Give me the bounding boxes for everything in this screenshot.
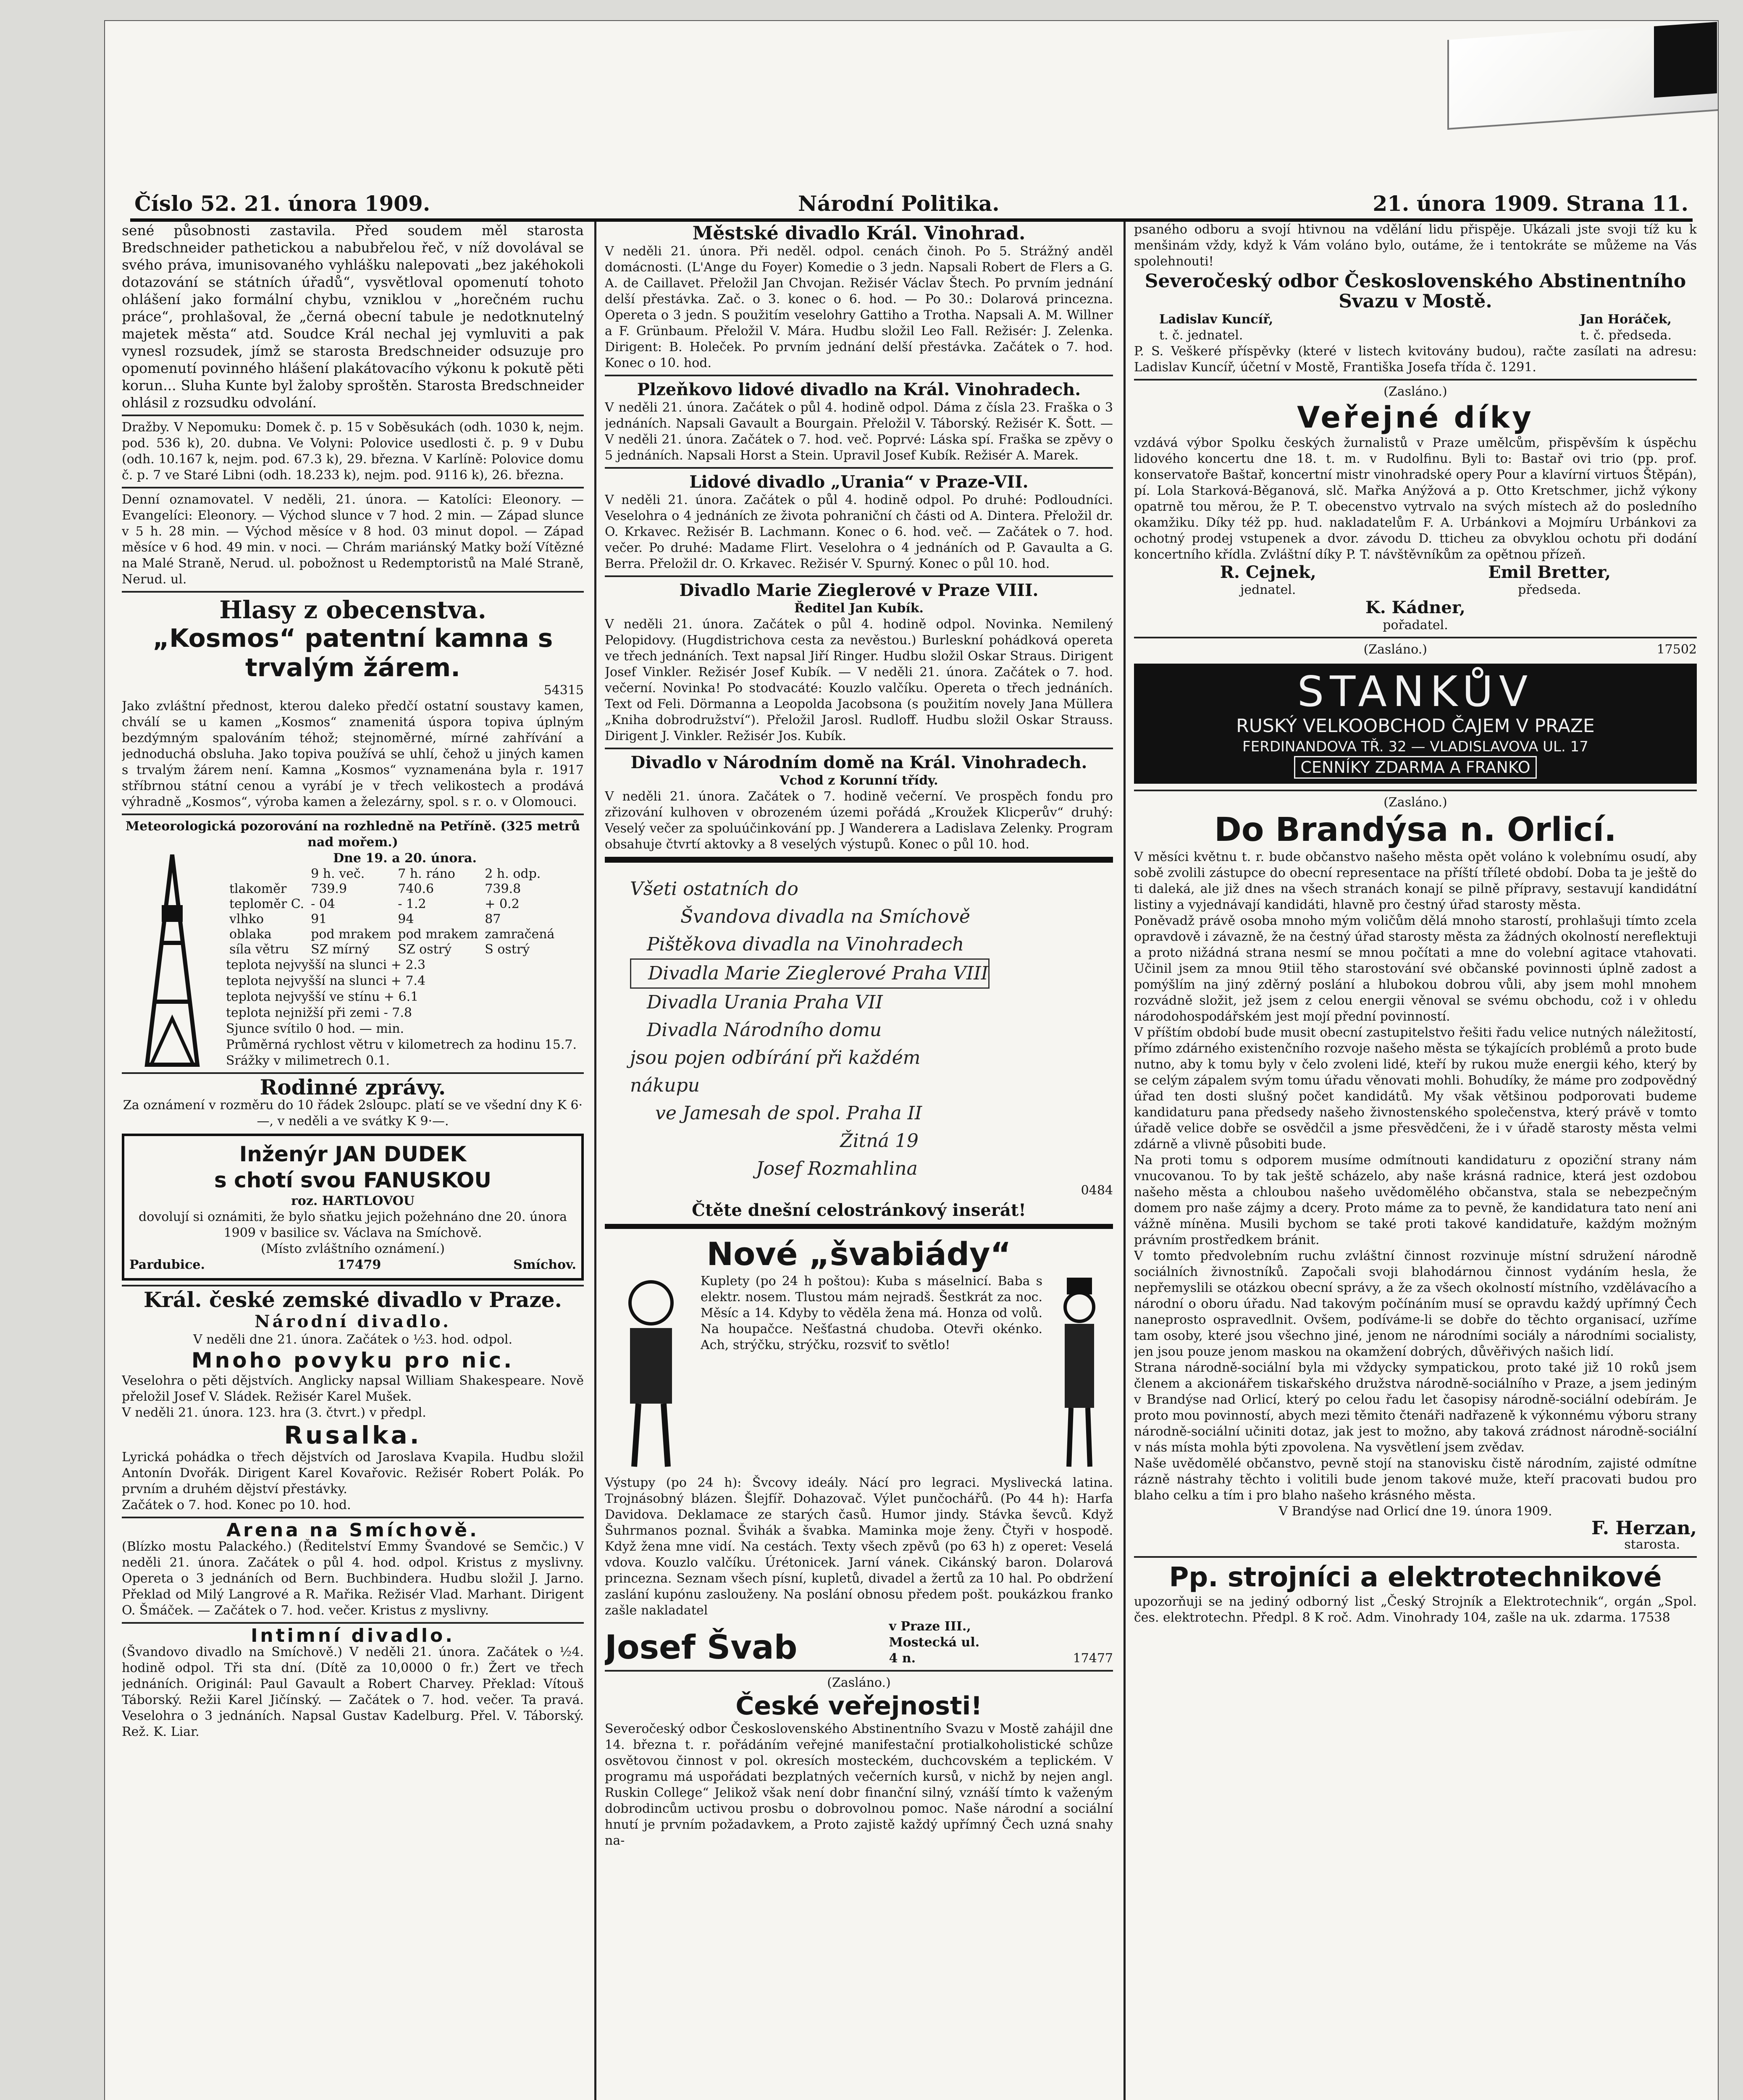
brandys-text: Strana národně-sociální byla mi vždycky sympatickou, proto také již 10 roků jsem členem a akcionářem tiskařského družstva národně-sociálního v Praze, a jsem jediným v Brandýse nad Orlicí, který po celou řadu let časopisy národně-sociální odebírám. Je proto mou povinností, abych mezi těmito čtenáři nadřazeně k výkonnému výboru strany národně-sociální učiniti dotaz, jak jest to možno, aby taková zrádnost národně-sociální v nás místa mohla býti zpovolena. Na vysvětlení jsem zvědav.	[1134, 1360, 1697, 1455]
performance-time: V neděli dne 21. února. Začátek o ½3. hod. odpol.	[193, 1332, 513, 1347]
signatory-title: t. č. předseda.	[1580, 328, 1672, 343]
wedding-announcement	[122, 1134, 584, 1281]
brandys-text: V měsíci květnu t. r. bude občanstvo našeho města opět voláno k volebnímu osudí, aby sobě zvolili zástupce do obecní representace na příští tříleté období. Doba ta je ještě do ti daleká, ale již dnes na všech stranách konají se pilně přípravy, sestavují kandidátní listiny a vyjednávají kandidáti, hlavně pro čestný úřad starosty města.	[1134, 850, 1697, 912]
meteo-line: Srážky v milimetrech 0.1.	[226, 1053, 390, 1068]
handwritten-line: jsou pojen odbírání při každém	[630, 1047, 921, 1068]
stankuv-ad	[1134, 664, 1697, 784]
theatre-text: V neděli 21. února. Začátek o půl 4. hodině odpol. Po druhé: Podloudníci. Veselohra o 4 jednáních ze života pohraniční ch části od A. Dintera. Přeložil dr. O. Krkavec. Režisér B. Lachmann. Konec o 6. hod. več. — Začátek o 7. hod. večer. Po druhé: Madame Flirt. Veselohra o 4 jednáních od P. Gavaulta a G. Berra. Přeložil dr. O. Krkavec. Režisér V. Spurný. Konec o půl 10. hod.	[605, 493, 1113, 571]
table-row	[226, 927, 558, 942]
brandys-text: V tomto předvolebním ruchu zvláštní činnost rozvinuje místní sdružení národně sociálních živnostníků. Započali svoji blahodárnou činnost vydáním hesla, že nepřemyslili se otázkou obecní správy, a že za všech okolností místního, vzdělávacího a národní o oboru úřadu. Nad takovým počínáním musí se opravdu každý upřímný Čech naneprosto ospravedlnit. Ovšem, podíváme-li se dobře do těchto organisací, uzříme tam osoby, které jsou všechno jiné, jenom ne národními sociály a národními socialisty, jen jsou pouze jenom maskou na okamžení dobrých, důvěřivých našich lidí.	[1134, 1249, 1697, 1359]
engineers-heading: Pp. strojníci a elektrotechnikové	[1169, 1562, 1662, 1593]
divider	[122, 1622, 584, 1624]
national-theatre: Národní divadlo.	[255, 1312, 451, 1331]
cell: pod mrakem	[311, 927, 391, 942]
entrance: Vchod z Korunní třídy.	[780, 773, 938, 788]
zaslano-label: (Zasláno.)	[1383, 384, 1447, 399]
family-heading: Rodinné zprávy.	[260, 1075, 446, 1100]
meteo-data	[223, 850, 584, 1069]
letter-signer-title: starosta.	[1624, 1537, 1680, 1552]
zaslano-row	[1134, 642, 1697, 658]
meteo-table	[226, 866, 558, 957]
meteo-line: Sjunce svítilo 0 hod. — min.	[226, 1021, 404, 1036]
meteo-date: Dne 19. a 20. února.	[333, 851, 477, 866]
stankuv-address: FERDINANDOVA TŘ. 32 — VLADISLAVOVA UL. 17	[1242, 738, 1588, 755]
auctions: Dražby. V Nepomuku: Domek č. p. 15 v Soběsukách (odh. 1030 k, nejm. pod. 536 k), 20. dubna. Ve Volyni: Polovice usedlosti č. p. 9 v Dubu (odh. 10.167 k, nejm. pod. 67.3 k), 29. března. V Karlíně: Polovice domu č. p. 7 ve Staré Libni (odh. 18.233 k), nejm. pod. 9116 k), 26. března.	[122, 420, 584, 483]
handwritten-line: ve Jamesah de spol. Praha II	[655, 1102, 922, 1124]
masthead-title: Národní Politika.	[798, 191, 1000, 216]
comic-figure-icon	[1046, 1273, 1113, 1475]
performances-list: Výstupy (po 24 h): Švcovy ideály. Nácí pro legraci. Myslivecká latina. Trojnásobný blázen. Šlejfíř. Dohazovač. Výlet punčochářů. (Po 44 h): Harfa Davidova. Deklamace ze starých časů. Humor jindy. Stávka ševců. Když Šuhrmanos poznal. Švihák a švabka. Maminka moje ženy. Čtyři v hospodě. Když žena mne vidí. Na cestách. Texty všech zpěvů (po 63 h) z operet: Veselá vdova. Kouzlo valčíku. Úrétonicek. Jarní vánek. Cikánský baron. Dolarová princezna. Seznam všech písní, kupletů, divadel a žertů za 10 hal. Po obdržení zaslání kupónu zaslouženy. Na poslání obnosu předem pošt. poukázkou franko zašle nakladatel	[605, 1475, 1113, 1618]
intimate-text: (Švandovo divadlo na Smíchově.) V neděli 21. února. Začátek o ½4. hodině odpol. Tři sta dní. (Dítě za 10,0000 0 fr.) Žert ve třech jednáních. Originál: Paul Gavault a Robert Charvey. Překlad: Vítouš Táborský. Režii Karel Jičínský. — Začátek o 7. hod. večer. Ta pravá. Veselohra o 3 jednáních. Napsal Gustav Kadelburg. Přel. V. Táborský. Rež. K. Liar.	[122, 1645, 584, 1739]
engineers-text: upozorňuji se na jediný odborný list „Český Strojník a Elektrotechnik“, orgán „Spol. čes. elektrotechn. Předpl. 8 K roč. Adm. Vinohrady 104, zašle na uk. zdarma. 17538	[1134, 1594, 1697, 1625]
cell: 87	[485, 912, 501, 927]
org-name: Severočeský odbor Československého Abstinentního Svazu v Mostě.	[1144, 270, 1686, 312]
cell: + 0.2	[485, 897, 520, 911]
publisher	[605, 1619, 1113, 1667]
table-row	[226, 882, 558, 897]
signatory	[1134, 598, 1697, 633]
header-rule	[130, 218, 1693, 222]
brandys-text: Poněvadž právě osoba mnoho mým voličům dělá mnoho starostí, prohlašuji tímto zcela opravdově i závazně, že na čestný úřad starosty města za žádných okolností nereflektuji a proto nižádná strana nesmí se mnou počítati a mne do volební agitace vtahovati. Učinil jsem za mnou 9tiil těho starostování své občanské povinnosti úplně zadost a pomýšlím na jiný zděrný poslání a hlubokou dobrou vůli, aby jsem mohl mnohem rozvádně složit, jež jsem z celou energii věnoval se svému obchodu, což i v ohledu národohospodářském jest mojí přední povinností.	[1134, 914, 1697, 1024]
cell: zamračená	[485, 927, 555, 942]
signatories	[1134, 312, 1697, 328]
theatre-heading: Městské divadlo Král. Vinohrad.	[692, 223, 1026, 244]
section-heading: Hlasy z obecenstva.	[219, 596, 486, 624]
signatory-name: K. Kádner,	[1365, 598, 1465, 617]
signatory	[1220, 563, 1316, 598]
thanks-signatures	[1134, 563, 1697, 598]
opera-credits: Lyrická pohádka o třech dějstvích od Jaroslava Kvapila. Hudbu složil Antonín Dvořák. Dirigent Karel Kovařovic. Režisér Robert Polák. Po prvním a druhém dějství přestávky.	[122, 1450, 584, 1496]
cell: S ostrý	[485, 942, 530, 957]
meteo-line: Průměrná rychlost větru v kilometrech za hodinu 15.7.	[226, 1037, 577, 1052]
cell: 739.9	[311, 882, 347, 896]
divider	[122, 415, 584, 416]
cell: 739.8	[485, 882, 521, 896]
column-header: 7 h. ráno	[398, 866, 455, 881]
divider	[605, 575, 1113, 577]
theatre-heading: Král. české zemské divadlo v Praze.	[144, 1287, 562, 1312]
divider	[122, 1072, 584, 1074]
newspaper-page	[105, 21, 1718, 2100]
meteo-line: teplota nejvyšší na slunci + 7.4	[226, 974, 426, 988]
meteo-line: teplota nejvyšší na slunci + 2.3	[226, 958, 426, 972]
comic-figure-icon	[605, 1273, 697, 1475]
svabiady-title: Nové „švabiády“	[706, 1235, 1011, 1273]
divider	[1134, 790, 1697, 791]
court-report: sené působnosti zastavila. Před soudem měl starosta Bredschneider pathetickou a nabubřelou řeč, v níž dovolával se svého práva, imunisovaného vyhlášku nalepovati „bez jakéhokoli dotazování se státních úřadů“, vysvětloval opomenutí tohoto ohlášení jako formální chybu, vzniklou v „horečném ruchu práce“, prohlašoval, že „černá obecní tabule je nedotknutelný majetek města“ atd. Soudce Král nechal jej vymluviti a pak vynesl rozsudek, jímž se starosta Bredschneider odsuzuje pro opomenutí povinného hlášení plakátovacího výkonu k pokutě pěti korun... Sluha Kunte byl žaloby sproštěn. Starosta Bredschneider ohlásil z rozsudku odvolání.	[122, 222, 584, 411]
table-row	[226, 942, 558, 957]
column-rule	[1124, 222, 1126, 2100]
handwritten-line: Žitná 19	[840, 1130, 919, 1152]
arena-text: (Blízko mostu Palackého.) (Ředitelství Emmy Švandové se Semčic.) V neděli 21. února. Začátek o půl 4. hod. odpol. Kristus z myslivny. Opereta o 3 jednáních od Bern. Buchbindera. Hudbu složil J. Jarno. Překlad od Milý Langrové a R. Mařika. Režisér Vlad. Marhant. Dirigent O. Šmáček. — Začátek o 7. hod. večer. Kristus z myslivny.	[122, 1539, 584, 1618]
divider	[122, 591, 584, 593]
page-number: 21. února 1909. Strana 11.	[1373, 191, 1688, 216]
corner-mark	[1654, 22, 1717, 97]
announcement-note: (Místo zvláštního oznámení.)	[260, 1242, 445, 1256]
table-row	[226, 912, 558, 927]
stankuv-title: STANKŮV	[1297, 667, 1534, 716]
divider	[1134, 379, 1697, 381]
appeal-continued: psaného odboru a svojí htivnou na vdělání lidu přispěje. Ukázali jste svoji tíž ku k menšinám vždy, když k Vám voláno bylo, outáme, že i tentokráte se můžeme na Vás spolehnouti!	[1134, 222, 1697, 269]
stankuv-subtitle: RUSKÝ VELKOOBCHOD ČAJEM V PRAZE	[1236, 715, 1595, 737]
brandys-text: Na proti tomu s odporem musíme odmítnouti kandidaturu z opoziční strany nám vnucovanou. To by tak ještě scházelo, aby naše krásná radnice, která jest ozdobou našeho města a chloubou našeho uvědomělého občanstva, stala se nebezpečným domem pro naše zájmy a dcery. Proto máme za to pevně, že kandidatura tato není ani vážně míněna. Musili bychom se také proti takové kandidatuře, každým možným právním prostředkem bránit.	[1134, 1153, 1697, 1247]
zaslano-label: (Zasláno.)	[1383, 795, 1447, 810]
meteo-heading: Meteorologická pozorování na rozhledně na Petříně. (325 metrů nad mořem.)	[125, 819, 580, 850]
divider	[1134, 1556, 1697, 1558]
divider	[122, 487, 584, 488]
issue-number: Číslo 52. 21. února 1909.	[134, 191, 430, 216]
ad-number: 17479	[337, 1257, 381, 1272]
play-title: Mnoho povyku pro nic.	[191, 1348, 514, 1373]
cell: SZ ostrý	[398, 942, 452, 957]
zaslano-label: (Zasláno.)	[1363, 642, 1427, 657]
cell: - 04	[311, 897, 336, 911]
intimate-heading: Intimní divadlo.	[251, 1625, 455, 1646]
public-appeal-heading: České veřejnosti!	[735, 1691, 982, 1721]
brandys-text: V příštím období bude musit obecní zastupitelstvo řešiti řadu velice nutných náležitostí, přímo zdárného existenčního rozvoje našeho města se týkajících problémů a proto bude nutno, aby k tomu byly v čelo zvoleni lidé, kteří by rukou muže energii kého, který by se celým zápalem svým tomu úřadu věnovati mohli. Bohudíky, že máme pro zodpovědný úřad ten dosti slušný počet kandidátů. My však většinou podporovati budeme kandidaturu pana předsedy našeho živnostenského společenstva, který právě v tomto úřadě velice dobře se osvědčil a jsme přesvědčeni, že i v úřadě starosty města velmi zdárně a vlivně působiti bude.	[1134, 1025, 1697, 1152]
letter-date: V Brandýse nad Orlicí dne 19. února 1909.	[1278, 1504, 1552, 1519]
postscript: P. S. Veškeré příspěvky (které v listech kvitovány budou), račte zasílati na adresu: Ladislav Kuncíř, účetní v Mostě, Františka Josefa třída č. 1291.	[1134, 344, 1697, 375]
signatory-name: R. Cejnek,	[1220, 562, 1316, 582]
public-appeal-text: Severočeský odbor Československého Abstinentního Svazu v Mostě zahájil dne 14. března t. r. pořádáním veřejné manifestační protialkoholistické schůze osvětovou činnost v pol. okresích mosteckém, duchcovském a teplickém. V programu má uspořádati bezplatných večerních kursů, v nichž by nejen angl. Ruskin College“ Jelikož však není dobr finanční silný, vznáší tímto k važeným dobrodincům uctivou prosbu o dobrovolnou pomoc. Naše národní a sociální hnutí je prvním požadavkem, a Proto zajistě každý upřímný Čech uzná snahy na-	[605, 1722, 1113, 1848]
family-rates: Za oznámení v rozměru do 10 řádek 2sloupc. platí se ve všední dny K 6·—, v neděli a ve svátky K 9·—.	[123, 1098, 583, 1129]
divider	[1134, 637, 1697, 638]
thanks-text: vzdává výbor Spolku českých žurnalistů v Praze umělcům, přispěvším k úspěchu lidového koncertu dne 18. t. m. v Rudolfinu. Byli to: Bastař ovi trio (pp. prof. konservatoře Baštař, koncertní mistr vinohradské opery Pour a klavírní virtuos Štěpán), pí. Lola Starková-Běganová, slč. Mařka Anýžová a p. Otto Kretschmer, jichž výkony opatrně tou měrou, že P. T. obecenstvo vytrvalo na svých místech až do posledního okamžiku. Díky též pp. hud. nakladatelům F. A. Urbánkovi a Mojmíru Urbánkovi za ochotný prodej vstupenek a dvor. závodu D. tticheu za obvyklou ochotu při dodání koncertního křídla. Zvláštní díky P. T. návštěvníkům za opětnou přízeň.	[1134, 436, 1697, 562]
meteo-line: teplota nejvyšší ve stínu + 6.1	[226, 990, 419, 1004]
cell: pod mrakem	[398, 927, 478, 942]
handwritten-line: Divadla Národního domu	[647, 1019, 882, 1041]
performance-time: Začátek o 7. hod. Konec po 10. hod.	[122, 1498, 351, 1512]
handwritten-line: Josef Rozmahlina	[756, 1158, 918, 1179]
divider	[605, 1670, 1113, 1672]
torn-page-corner	[1447, 21, 1718, 130]
signatory-titles	[1134, 328, 1697, 344]
letter-signer: F. Herzan,	[1591, 1517, 1697, 1539]
handwritten-line: Divadla Urania Praha VII	[647, 992, 883, 1013]
cell: - 1.2	[398, 897, 426, 911]
read-insert-notice: Čtěte dnešní celostránkový inserát!	[605, 1200, 1113, 1229]
signatory-title: předseda.	[1518, 583, 1581, 597]
theatre-text: V neděli 21. února. Začátek o půl 4. hodině odpol. Novinka. Nemilený Pelopidovy. (Hugdistrichova cesta za nevěstou.) Burleskní pohádková opereta ve třech jednáních. Text napsal Jiří Ringer. Hudbu složil Oskar Straus. Dirigent Josef Vinkler. Režisér Josef Kubík. — V neděli 21. února. Začátek o 7. hod. večerní. Novinka! Po stodvacáté: Kouzlo valčíku. Opereta o třech jednáních. Text od Feli. Dörmanna a Leopolda Jacobsona (s použitím novely Jana Müllera „Kniha dobrodružství“). Přeložil Jarosl. Rudloff. Hudbu složil Oskar Strauss. Dirigent J. Vinkler. Režisér Jos. Kubík.	[605, 617, 1113, 743]
ad-number: 17502	[1656, 642, 1697, 657]
daily-notices: Denní oznamovatel. V neděli, 21. února. — Katolíci: Eleonory. — Evangelíci: Eleonory. — Východ slunce v 7 hod. 2 min. — Západ slunce v 5 h. 28 min. — Východ měsíce v 8 hod. 03 minut dopol. — Západ měsíce v 6 hod. 49 min. v noci. — Chrám mariánský Matky boží Vítězné na Malé Straně, Nerud. ul. pobožnost u Redemptoristů na Malé Straně, Nerud. ul.	[122, 492, 584, 587]
row-label: síla větru	[229, 942, 289, 957]
row-label: teploměr C.	[229, 897, 304, 911]
ad-number: 0484	[1081, 1183, 1113, 1198]
divider	[605, 748, 1113, 749]
signatory-name: Emil Bretter,	[1488, 562, 1611, 582]
divider	[605, 375, 1113, 376]
handwritten-line: Všeti ostatních do	[630, 878, 798, 900]
cell: SZ mírný	[311, 942, 370, 957]
handwritten-line: Pištěkova divadla na Vinohradech	[647, 934, 964, 955]
director: Ředitel Jan Kubík.	[794, 601, 924, 616]
petrin-tower-icon	[122, 850, 223, 1069]
signatory-title: jednatel.	[1240, 583, 1296, 597]
theatre-heading: Lidové divadlo „Urania“ v Praze-VII.	[689, 472, 1029, 492]
row-label: oblaka	[229, 927, 272, 942]
signatory-title: t. č. jednatel.	[1159, 328, 1243, 343]
thanks-heading: Veřejné díky	[1297, 400, 1534, 435]
svabiady-ad	[605, 1273, 1113, 1475]
handwritten-line: Divadla Marie Zieglerové Praha VIII	[630, 958, 990, 989]
cell: 91	[311, 912, 327, 927]
divider	[122, 814, 584, 815]
kosmos-heading: „Kosmos“ patentní kamna s trvalým žárem.	[152, 624, 553, 682]
publisher-address: v Praze III., Mostecká ul. 4 n.	[889, 1619, 980, 1666]
cell: 94	[398, 912, 414, 927]
opera-title: Rusalka.	[284, 1421, 422, 1449]
column-3	[1134, 222, 1697, 2100]
couplets-list: Kuplety (po 24 h poštou): Kuba s máselnicí. Baba s elektr. nosem. Tlustou mám nejradš. Šestkrát za noc. Měsíc a 14. Kdyby to věděla žena má. Honza od volů. Na houpačce. Nešťastná chudoba. Otevři okénko. Ach, strýčku, strýčku, rozsviť to světlo!	[701, 1274, 1042, 1352]
table-row	[226, 897, 558, 912]
divider	[122, 1517, 584, 1518]
stankuv-pricelist: CENNÍKY ZDARMA A FRANKO	[1294, 756, 1536, 779]
column-header: 2 h. odp.	[485, 866, 541, 881]
play-credits: Veselohra o pěti dějstvích. Anglicky napsal William Shakespeare. Nově přeložil Josef V. Sládek. Režisér Karel Mušek.	[122, 1373, 584, 1404]
page-header	[134, 191, 1688, 220]
signatory: Ladislav Kuncíř,	[1159, 312, 1273, 327]
place-right: Smíchov.	[513, 1257, 576, 1272]
announcement-text: dovolují si oznámiti, že bylo sňatku jejich požehnáno dne 20. února 1909 v basilice sv. Václava na Smíchově.	[139, 1210, 567, 1240]
handwritten-ad	[605, 867, 1113, 1183]
table-header	[226, 866, 558, 882]
theatre-heading: Divadlo v Národním domě na Král. Vinohradech.	[630, 753, 1087, 772]
brandys-heading: Do Brandýsa n. Orlicí.	[1214, 811, 1617, 849]
announcement-footer	[129, 1257, 576, 1273]
arena-heading: Arena na Smíchově.	[226, 1520, 479, 1541]
theatre-heading: Divadlo Marie Zieglerové v Praze VIII.	[679, 580, 1039, 600]
theatre-heading: Plzeňkovo lidové divadlo na Král. Vinohradech.	[637, 380, 1081, 399]
kosmos-text: Jako zvláštní přednost, kterou daleko předčí ostatní soustavy kamen, chválí se u kamen „Kosmos“ znamenitá úspora topiva úplným bezdýmným spalováním téhož; stejnoměrné, mírné zahřívání a jednoduchá obsluha. Jako topiva používá se uhlí, čehož u jiných kamen s trvalým žárem není. Kamna „Kosmos“ vyznamenána byla r. 1917 stříbrnou státní cenou a vyrábí je v třech velikostech a prodává výhradně „Kosmos“, výroba kamen a železárny, spol. s r. o. v Olomouci.	[122, 699, 584, 809]
meteo-line: teplota nejnižší při zemi - 7.8	[226, 1005, 412, 1020]
zaslano-label: (Zasláno.)	[827, 1675, 891, 1690]
handwritten-line: nákupu	[630, 1075, 700, 1096]
divider	[122, 1285, 584, 1286]
performance-time: V neděli 21. února. 123. hra (3. čtvrt.) v předpl.	[122, 1405, 426, 1420]
column-header: 9 h. več.	[311, 866, 365, 881]
divider	[605, 467, 1113, 469]
signatory-title: pořadatel.	[1383, 618, 1448, 633]
place-left: Pardubice.	[129, 1257, 205, 1272]
column-rule	[594, 222, 596, 2100]
publisher-name: Josef Švab	[605, 1629, 798, 1667]
row-label: tlakoměr	[229, 882, 287, 896]
theatre-text: V neděli 21. února. Při neděl. odpol. cenách činoh. Po 5. Strážný anděl domácnosti. (L'Ange du Foyer) Komedie o 3 jedn. Napsali Robert de Flers a G. A. de Caillavet. Přeložil Jan Chvojan. Režisér Václav Štech. Po prvním jednání delší přestávka. Zač. o 3. konec o 6. hod. — Po 30.: Dolarová princezna. Opereta o 3 jedn. S použitím veselohry Gattiho a Trotha. Napsali A. M. Willner a F. Grünbaum. Přeložil V. Mára. Hudbu složil Leo Fall. Režisér: J. Zelenka. Dirigent: B. Holeček. Po prvním jednání delší přestávka. Začátek o 7. hod. Konec o 10. hod.	[605, 244, 1113, 370]
row-label: vlhko	[229, 912, 264, 927]
brandys-text: Naše uvědomělé občanstvo, pevně stojí na stanovisku čistě národním, zajisté odmítne rázně nástrahy těchto i volitili bude jenom takové muže, kteří pracovati budou pro blaho celku a tím i pro blaho našeho krásného města.	[1134, 1456, 1697, 1503]
column-2	[605, 222, 1113, 2100]
meteo-block	[122, 850, 584, 1069]
ad-number: 54315	[543, 683, 584, 698]
signatory: Jan Horáček,	[1580, 312, 1672, 327]
theatre-text: V neděli 21. února. Začátek o 7. hodině večerní. Ve prospěch fondu pro zřizování kulhoven v obrozeném územi pořádá „Kroužek Klicperův“ druhý: Veselý večer za spoluúčinkování pp. J Wanderera a Ladislava Zelenky. Program obsahuje čtvrtí aktovky a 8 veselých výstupů. Konec o půl 10. hod.	[605, 789, 1113, 852]
column-1	[122, 222, 584, 2100]
bride-name: s chotí svou FANUSKOU	[214, 1168, 492, 1192]
groom-name: Inženýr JAN DUDEK	[239, 1142, 467, 1166]
thick-rule	[605, 857, 1113, 863]
signatory	[1488, 563, 1611, 598]
cell: 740.6	[398, 882, 434, 896]
maiden-name: roz. HARTLOVOU	[291, 1194, 415, 1208]
handwritten-line: Švandova divadla na Smíchově	[680, 906, 970, 927]
ad-number: 17477	[1073, 1651, 1113, 1666]
theatre-text: V neděli 21. února. Začátek o půl 4. hodině odpol. Dáma z čísla 23. Fraška o 3 jednáních. Napsali Gavault a Bourgain. Přeložil V. Táborský. Režisér K. Šott. — V neděli 21. února. Začátek o 7. hod. več. Poprvé: Láska spí. Fraška se zpěvy o 5 jednáních. Napsali Horst a Stein. Upravil Josef Kubík. Režisér A. Marek.	[605, 400, 1113, 463]
